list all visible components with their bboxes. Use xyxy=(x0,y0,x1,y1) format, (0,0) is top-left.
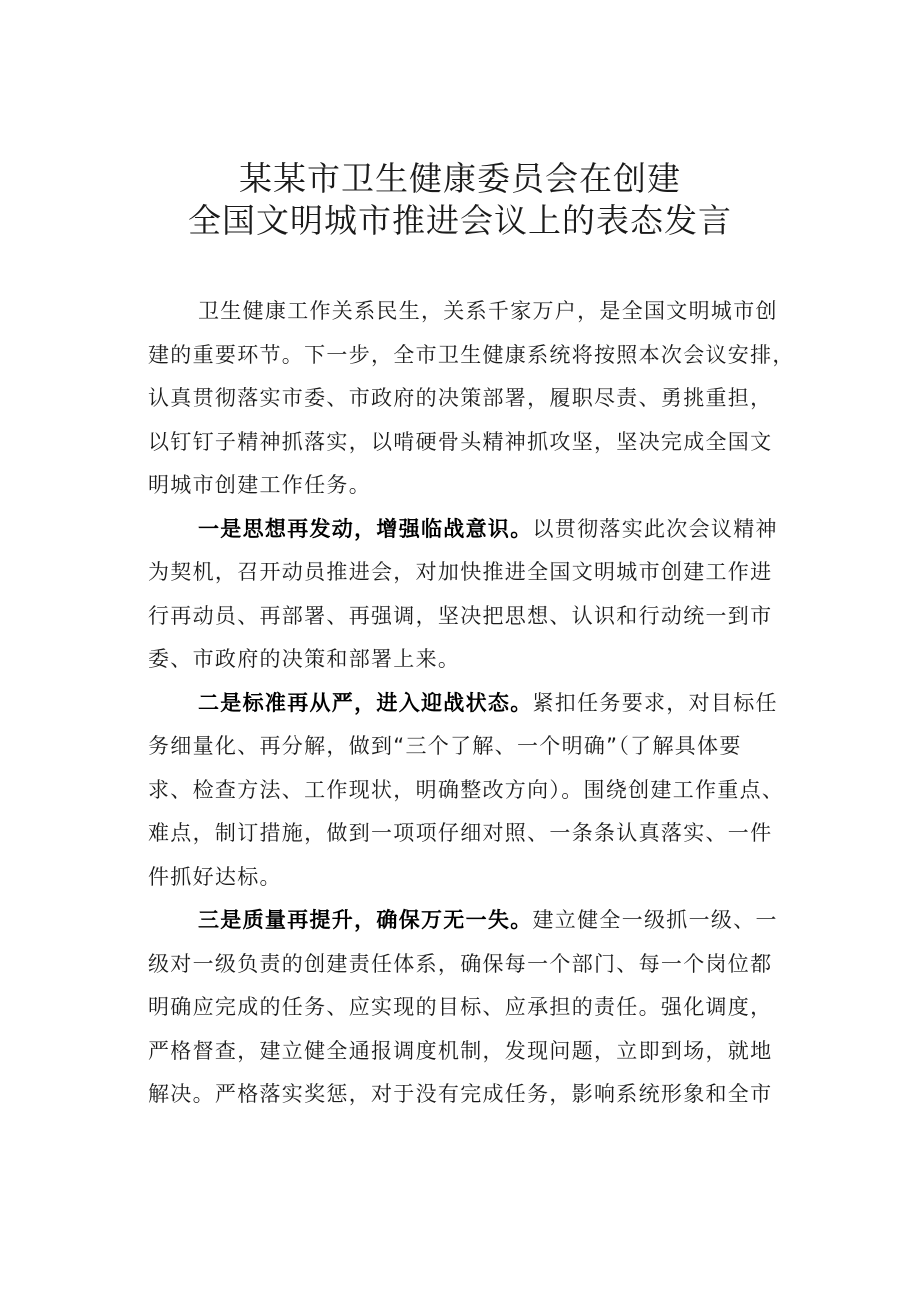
paragraph-lead-heading: 二是标准再从严，进入迎战状态。 xyxy=(198,690,533,715)
paragraph-line: 解决。严格落实奖惩，对于没有完成任务，影响系统形象和全市 xyxy=(148,1082,773,1106)
title-line-2: 全国文明城市推进会议上的表态发言 xyxy=(188,201,732,240)
paragraph-intro xyxy=(148,290,808,508)
paragraph-line: 以钉钉子精神抓落实，以啃硬骨头精神抓攻坚，坚决完成全国文 xyxy=(148,429,773,454)
document-body xyxy=(148,290,808,1117)
paragraph-line: 建的重要环节。下一步，全市卫生健康系统将按照本次会议安排， xyxy=(148,342,795,367)
title-line-1: 某某市卫生健康委员会在创建 xyxy=(239,159,681,198)
paragraph-lead-heading: 三是质量再提升，确保万无一失。 xyxy=(198,908,533,932)
paragraph-line: 认真贯彻落实市委、市政府的决策部署，履职尽责、勇挑重担， xyxy=(148,386,773,410)
paragraph-line: 卫生健康工作关系民生，关系千家万户，是全国文明城市创 xyxy=(198,299,778,323)
paragraph-line: 委、市政府的决策和部署上来。 xyxy=(148,647,461,671)
paragraph-first-line xyxy=(148,899,808,943)
document-title xyxy=(120,158,800,242)
paragraph-lead-heading: 一是思想再发动，增强临战意识。 xyxy=(198,516,533,541)
paragraph-point-3 xyxy=(148,899,808,1117)
paragraph-line: 为契机，召开动员推进会，对加快推进全国文明城市创建工作进 xyxy=(148,560,773,584)
paragraph-line: 明确应完成的任务、应实现的目标、应承担的责任。强化调度， xyxy=(148,995,773,1019)
paragraph-line: 难点，制订措施，做到一项项仔细对照、一条条认真落实、一件 xyxy=(148,821,773,845)
paragraph-line-text: 以贯彻落实此次会议精神 xyxy=(532,516,778,541)
paragraph-first-line xyxy=(148,508,808,552)
paragraph-line-text: 紧扣任务要求，对目标任 xyxy=(532,690,778,715)
paragraph-line: 求、检查方法、工作现状，明确整改方向）。围绕创建工作重点、 xyxy=(148,777,785,802)
paragraph-line: 行再动员、再部署、再强调，坚决把思想、认识和行动统一到市 xyxy=(148,603,773,628)
paragraph-line: 明城市创建工作任务。 xyxy=(148,473,371,497)
paragraph-line: 严格督查，建立健全通报调度机制，发现问题，立即到场，就地 xyxy=(148,1038,773,1063)
paragraph-line: 务细量化、再分解，做到“三个了解、一个明确”（了解具体要 xyxy=(148,734,742,758)
paragraph-first-line xyxy=(148,682,808,726)
paragraph-line: 级对一级负责的创建责任体系，确保每一个部门、每一个岗位都 xyxy=(148,951,773,976)
paragraph-line: 件抓好达标。 xyxy=(148,864,282,889)
paragraph-point-1 xyxy=(148,508,808,682)
paragraph-point-2 xyxy=(148,682,808,900)
paragraph-line-text: 建立健全一级抓一级、一 xyxy=(532,908,778,932)
